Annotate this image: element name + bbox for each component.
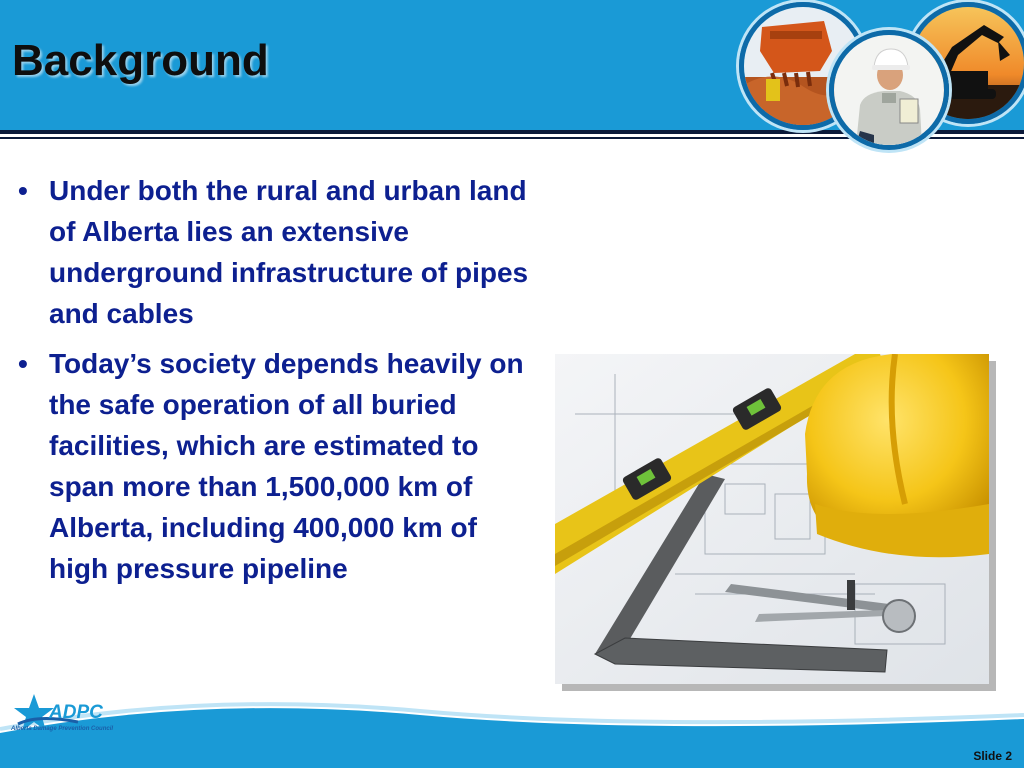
logo-name: ADPC [49, 702, 103, 723]
bullet-marker: • [18, 348, 28, 379]
inspector-with-hard-hat-photo [829, 30, 949, 150]
bullet-list [14, 170, 534, 598]
bullet-text: Under both the rural and urban land of Alberta lies an extensive underground infrastructure of pipes and cables [49, 175, 529, 329]
slide-number: Slide 2 [973, 749, 1012, 763]
bullet-marker: • [18, 175, 28, 206]
level-square-hardhat-blueprint-photo [555, 354, 989, 684]
bullet-item [14, 343, 534, 589]
footer-wave [0, 685, 1024, 768]
bullet-text: Today’s society depends heavily on the safe operation of all buried facilities, which are estimated to span more than 1,500,000 km of Alberta, including 400,000 km of high pressure pipeline [49, 348, 524, 584]
logo-subtitle: Alberta Damage Prevention Council [11, 726, 114, 732]
bullet-item [14, 170, 534, 334]
slide-title: Background [12, 36, 269, 85]
